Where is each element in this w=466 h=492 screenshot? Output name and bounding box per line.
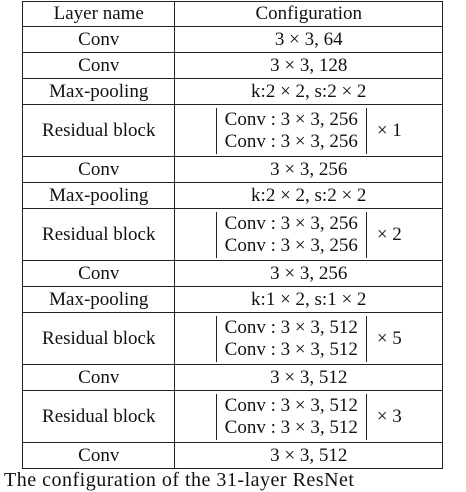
layer-name: Residual block [23, 105, 175, 157]
block-line: Conv : 3 × 3, 256 [224, 108, 358, 130]
layer-config: k:1 × 2, s:1 × 2 [175, 287, 443, 313]
layer-name: Conv [23, 157, 175, 183]
header-configuration: Configuration [175, 2, 443, 27]
block-repeat: × 2 [376, 223, 402, 245]
config-table [22, 1, 443, 469]
layer-config: 3 × 3, 128 [175, 53, 443, 79]
header-layer-name: Layer name [23, 2, 175, 27]
layer-config: 3 × 3, 512 [175, 443, 443, 469]
layer-name: Residual block [23, 391, 175, 443]
table-row [23, 209, 443, 261]
table-row [23, 79, 443, 105]
layer-name: Conv [23, 443, 175, 469]
block-config [175, 313, 443, 365]
layer-name: Conv [23, 53, 175, 79]
block-repeat: × 3 [376, 405, 402, 427]
table-row [23, 27, 443, 53]
header-row [23, 2, 443, 27]
layer-config: 3 × 3, 256 [175, 157, 443, 183]
block-bracket [216, 108, 367, 154]
layer-name: Residual block [23, 209, 175, 261]
block-bracket [216, 212, 367, 258]
block-config [175, 391, 443, 443]
table-row [23, 443, 443, 469]
table-row [23, 53, 443, 79]
block-config [175, 105, 443, 157]
layer-config: 3 × 3, 512 [175, 365, 443, 391]
layer-config: k:2 × 2, s:2 × 2 [175, 79, 443, 105]
layer-name: Conv [23, 261, 175, 287]
table-row [23, 391, 443, 443]
table-row [23, 157, 443, 183]
block-repeat: × 1 [376, 119, 402, 141]
table-row [23, 287, 443, 313]
block-bracket [216, 394, 367, 440]
table-row [23, 105, 443, 157]
table-row [23, 261, 443, 287]
block-line: Conv : 3 × 3, 256 [224, 130, 358, 152]
block-repeat: × 5 [376, 327, 402, 349]
table-row [23, 365, 443, 391]
block-line: Conv : 3 × 3, 256 [224, 212, 358, 234]
block-line: Conv : 3 × 3, 256 [224, 234, 358, 256]
layer-config: k:2 × 2, s:2 × 2 [175, 183, 443, 209]
layer-name: Conv [23, 365, 175, 391]
block-line: Conv : 3 × 3, 512 [224, 316, 358, 338]
table-row [23, 313, 443, 365]
block-line: Conv : 3 × 3, 512 [224, 416, 358, 438]
layer-config: 3 × 3, 256 [175, 261, 443, 287]
table-caption: The configuration of the 31-layer ResNet [4, 469, 355, 491]
layer-config: 3 × 3, 64 [175, 27, 443, 53]
block-line: Conv : 3 × 3, 512 [224, 338, 358, 360]
layer-name: Max-pooling [23, 79, 175, 105]
table-row [23, 183, 443, 209]
layer-name: Residual block [23, 313, 175, 365]
layer-name: Max-pooling [23, 183, 175, 209]
block-config [175, 209, 443, 261]
layer-name: Max-pooling [23, 287, 175, 313]
block-bracket [216, 316, 367, 362]
block-line: Conv : 3 × 3, 512 [224, 394, 358, 416]
layer-name: Conv [23, 27, 175, 53]
